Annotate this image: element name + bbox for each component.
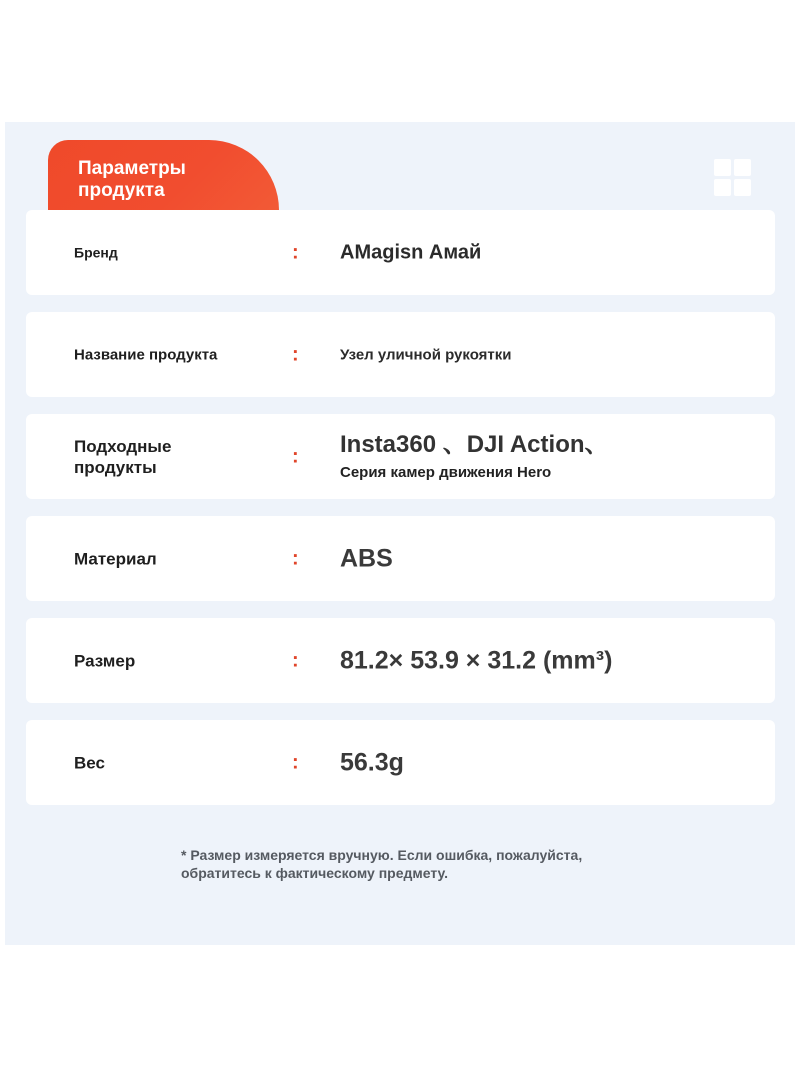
- param-separator: :: [292, 547, 299, 569]
- param-value: 56.3g: [340, 748, 404, 776]
- param-row-material: [26, 516, 775, 601]
- section-title: Параметры продукта: [78, 158, 186, 201]
- param-label: Вес: [74, 753, 105, 772]
- param-row-weight: [26, 720, 775, 805]
- param-separator: :: [292, 649, 299, 671]
- param-row-product-name: [26, 312, 775, 397]
- param-label: Название продукта: [74, 346, 218, 363]
- param-separator: :: [292, 343, 299, 365]
- param-value-block: [340, 431, 609, 483]
- param-row-compatible-products: [26, 414, 775, 499]
- param-label: Материал: [74, 549, 157, 568]
- param-label: Размер: [74, 651, 136, 670]
- section-header-tab: [48, 140, 279, 210]
- param-value-line2: Серия камер движения Hero: [340, 463, 552, 481]
- param-separator: :: [292, 241, 299, 263]
- grid-icon: [714, 159, 752, 197]
- param-separator: :: [292, 445, 299, 467]
- param-value: Узел уличной рукоятки: [340, 346, 512, 363]
- param-value: AMagisn Амай: [340, 241, 482, 263]
- param-value: 81.2× 53.9 × 31.2 (mm³): [340, 646, 613, 674]
- param-row-size: [26, 618, 775, 703]
- param-label: Бренд: [74, 244, 118, 260]
- param-label: Подходные продукты: [74, 436, 172, 477]
- param-value: ABS: [340, 544, 393, 572]
- param-separator: :: [292, 751, 299, 773]
- param-value: Insta360 、DJI Action、: [340, 430, 609, 458]
- param-row-brand: [26, 210, 775, 295]
- footnote: * Размер измеряется вручную. Если ошибка, пожалуйста, обратитесь к фактическому предмету.: [181, 847, 583, 881]
